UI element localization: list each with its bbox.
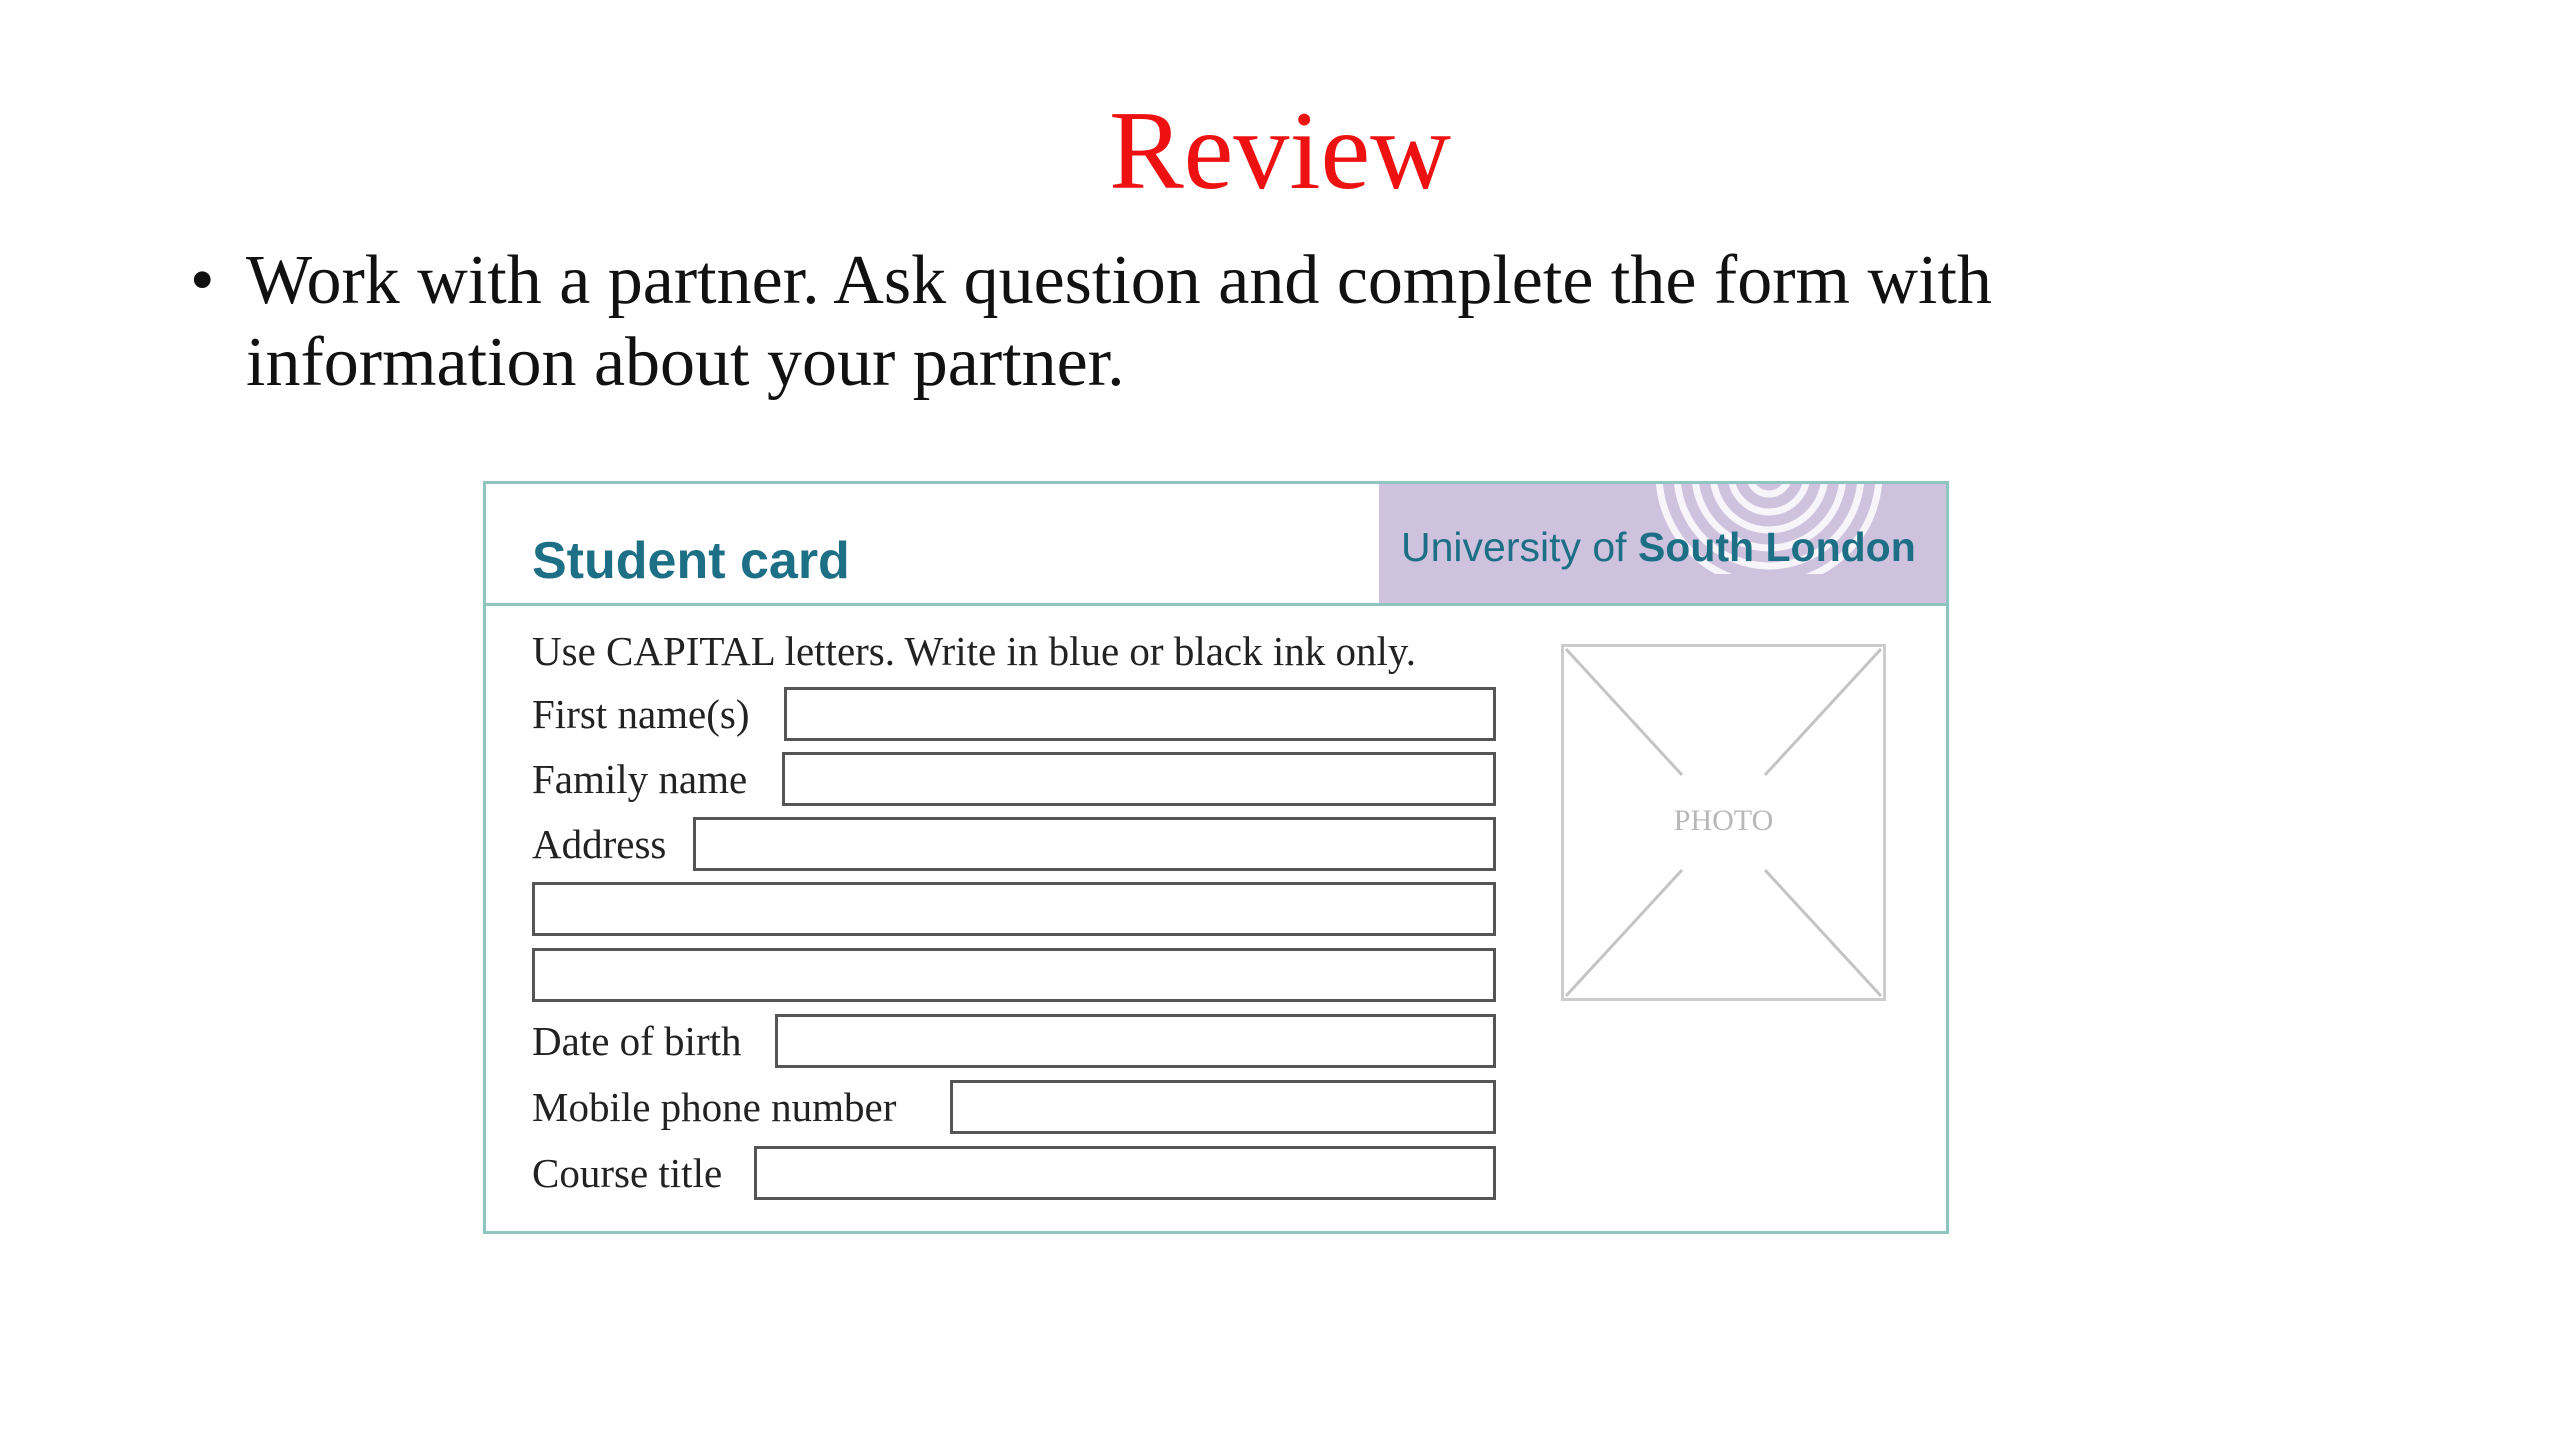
- course-title-label: Course title: [532, 1150, 723, 1196]
- mobile-phone-label: Mobile phone number: [532, 1084, 897, 1130]
- card-instructions: Use CAPITAL letters. Write in blue or black ink only.: [532, 628, 1416, 674]
- bullet-text: Work with a partner. Ask question and complete the form with information about your partner.: [246, 242, 1992, 401]
- address-row: [532, 817, 1496, 871]
- mobile-phone-input[interactable]: [950, 1080, 1496, 1134]
- first-name-input[interactable]: [784, 687, 1496, 741]
- first-name-row: [532, 687, 1496, 741]
- address-line-3-row: [532, 948, 1496, 1002]
- university-name: [1401, 522, 1916, 572]
- family-name-label: Family name: [532, 756, 748, 802]
- card-header: [486, 484, 1946, 606]
- card-body: [486, 606, 1946, 1231]
- address-line-2-row: [532, 882, 1496, 936]
- family-name-input[interactable]: [782, 752, 1496, 806]
- date-of-birth-input[interactable]: [775, 1014, 1496, 1068]
- date-of-birth-row: [532, 1014, 1496, 1068]
- mobile-phone-row: [532, 1080, 1496, 1134]
- university-name-bold: South London: [1637, 524, 1916, 570]
- address-input[interactable]: [693, 817, 1496, 871]
- address-label: Address: [532, 821, 667, 867]
- bullet-symbol: •: [190, 242, 215, 319]
- card-title: Student card: [532, 532, 850, 590]
- slide-title: Review: [1108, 89, 1452, 213]
- course-title-input[interactable]: [754, 1146, 1496, 1200]
- student-card: [483, 481, 1949, 1234]
- address-line-2-input[interactable]: [532, 882, 1496, 936]
- family-name-row: [532, 752, 1496, 806]
- university-prefix: University of: [1401, 524, 1638, 570]
- photo-placeholder: [1561, 644, 1886, 1001]
- date-of-birth-label: Date of birth: [532, 1018, 742, 1064]
- address-line-3-input[interactable]: [532, 948, 1496, 1002]
- university-panel: [1379, 484, 1946, 603]
- first-name-label: First name(s): [532, 691, 750, 737]
- photo-label: PHOTO: [1673, 804, 1774, 837]
- course-title-row: [532, 1146, 1496, 1200]
